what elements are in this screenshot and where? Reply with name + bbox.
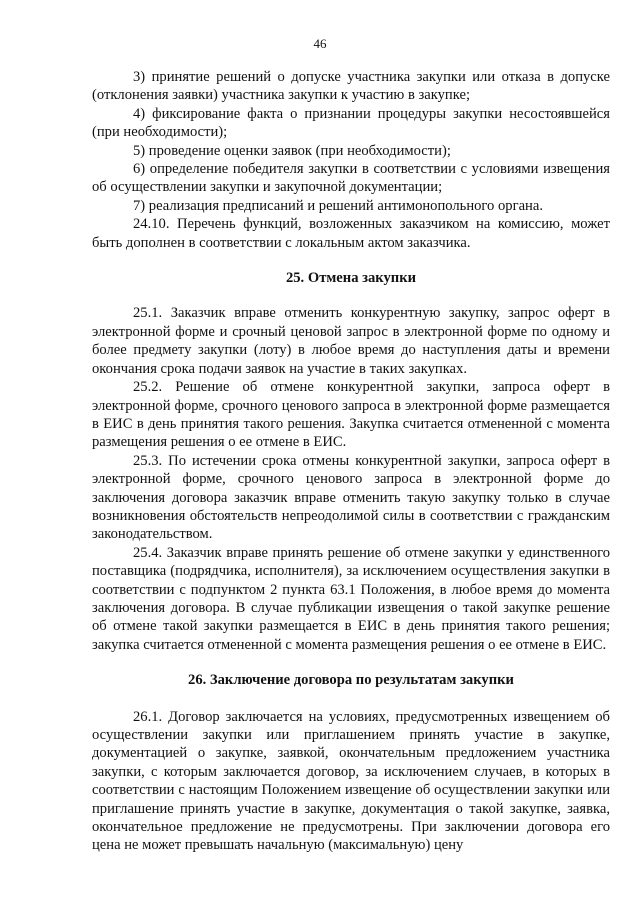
paragraph: 5) проведение оценки заявок (при необходимости); <box>133 142 451 159</box>
paragraph: 4) фиксирование факта о признании процедуры закупки несостоявшейся (при необходимости); <box>92 105 610 141</box>
paragraph: 6) определение победителя закупки в соответствии с условиями извещения об осуществлении закупки и закупочной документации; <box>92 161 610 196</box>
paragraph-25-1: 25.1. Заказчик вправе отменить конкурентную закупку, запрос оферт в электронной форме и срочный ценовой запрос в электронной форме по одному и более предмету закупки (лоту) в любое время до наступления даты и времени окончания срока подачи заявок на участие в таких закупках. <box>92 305 610 377</box>
paragraph-25-2: 25.2. Решение об отмене конкурентной закупки, запроса оферт в электронной форме, срочного ценового запроса в электронной форме размещается в ЕИС в день принятия такого решения. Закупка считается отмененной с момента размещения решения о ее отмене в ЕИС. <box>92 379 610 451</box>
page-number: 46 <box>313 36 327 51</box>
paragraph: 3) принятие решений о допуске участника закупки или отказа в допуске (отклонения заявки) участника закупки к участию в закупке; <box>92 69 610 104</box>
paragraph: 7) реализация предписаний и решений антимонопольного органа. <box>133 197 543 214</box>
paragraph-26-1: 26.1. Договор заключается на условиях, предусмотренных извещением об осуществлении закупки или приглашением принять участие в закупке, документацией о закупке, заявкой, окончательным предложением участника закупки, с которым заключается договор, за исключением случаев, в которых в соответствии с настоящим Положением извещение об осуществлении закупки или приглашение принять участие в закупке, документация о такой закупке, заявка, окончательное предложение не предусмотрены. При заключении договора его цена не может превышать начальную (максимальную) цену <box>92 708 610 854</box>
section-heading-26: 26. Заключение договора по результатам закупки <box>188 672 514 689</box>
paragraph-25-4: 25.4. Заказчик вправе принять решение об отмене закупки у единственного поставщика (подрядчика, исполнителя), за исключением осуществления закупки в соответствии с подпунктом 2 пункта 63.1 Положения, в любое время до момента заключения договора. В случае публикации извещения о такой закупке решение об отмене такой закупки размещается в ЕИС в день принятия такого решения; закупка считается отмененной с момента размещения решения о ее отмене в ЕИС. <box>92 544 610 653</box>
paragraph: 24.10. Перечень функций, возложенных заказчиком на комиссию, может быть дополнен в соответствии с локальным актом заказчика. <box>92 216 610 251</box>
section-heading-25: 25. Отмена закупки <box>285 270 417 287</box>
paragraph-25-3: 25.3. По истечении срока отмены конкурентной закупки, запроса оферт в электронной форме, срочного ценового запроса в электронной форме до заключения договора заказчик вправе отменить такую закупку только в случае возникновения обстоятельств непреодолимой силы в соответствии с гражданским законодательством. <box>92 452 610 543</box>
page-content <box>92 68 610 855</box>
